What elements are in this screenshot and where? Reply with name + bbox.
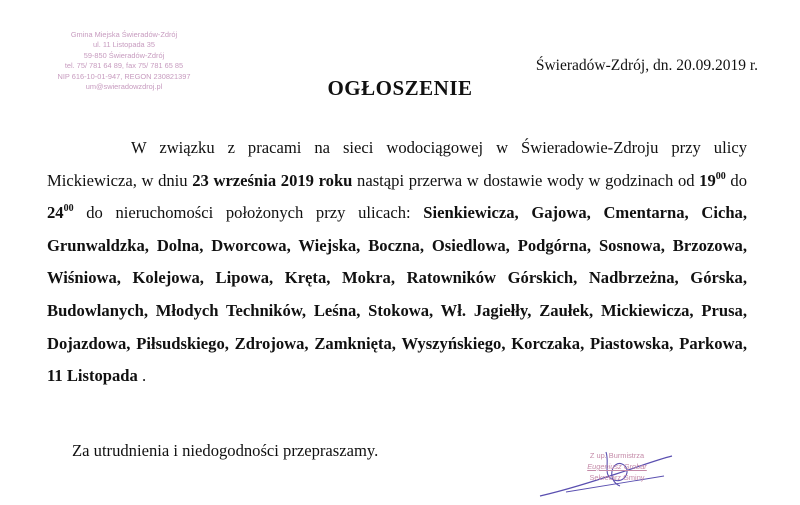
signature-name: Eugeniusz Grobar — [587, 462, 647, 471]
stamp-line-email: um@swieradowzdroj.pl — [85, 82, 163, 92]
hour-to-minutes: 00 — [63, 203, 74, 215]
stamp-line-phone: tel. 75/ 781 64 89, fax 75/ 781 65 85 — [64, 61, 184, 71]
hour-from: $19^{00}$ — [699, 170, 726, 190]
announcement-body — [47, 132, 747, 393]
stamp-line-nip: NIP 616-10-01-947, REGON 230821397 — [57, 71, 191, 81]
signature-role: Sekretarz Gminy — [589, 473, 645, 482]
signature-stamp — [572, 450, 662, 483]
mid-text-2: do — [725, 170, 747, 190]
announcement-paragraph — [47, 132, 747, 393]
hour-to: $24^{00}$ — [47, 203, 74, 223]
stamp-line-street: ul. 11 Listopada 35 — [93, 40, 155, 50]
stamp-line-city: 59-850 Świeradów-Zdrój — [83, 50, 165, 60]
page-title: OGŁOSZENIE — [327, 76, 473, 100]
mid-text-3: do nieruchomości położonych przy ulicach: — [73, 203, 424, 223]
stamp-line-name: Gmina Miejska Świeradów-Zdrój — [70, 30, 178, 39]
end-text: . — [137, 366, 147, 386]
hour-from-minutes: 00 — [715, 170, 726, 182]
outage-date: 23 września 2019 roku — [192, 170, 353, 190]
mid-text-1: nastąpi przerwa w dostawie wody w godzinach od — [352, 170, 700, 190]
place-date: Świeradów-Zdrój, dn. 20.09.2019 r. — [535, 57, 758, 74]
signature-line1: Z up. Burmistrza — [589, 451, 645, 460]
closing-text: Za utrudnienia i niedogodności przepraszamy. — [72, 441, 379, 460]
street-list: Sienkiewicza, Gajowa, Cmentarna, Cicha, Grunwaldzka, Dolna, Dworcowa, Wiejska, Boczna, Osiedlowa, Podgórna, Sosnowa, Brzozowa, Wiśniowa, Kolejowa, Lipowa, Kręta, Mokra, Ratowników Górskich, Nadbrzeżna, Górska, Budowlanych, Młodych Techników, Leśna, Stokowa, Wł. Jagiełły, Zaułek, Mickiewicza, Prusa, Dojazdowa, Piłsudskiego, Zdrojowa, Zamknięta, Wyszyńskiego, Korczaka, Piastowska, Parkowa, 11 Listopada — [47, 203, 747, 386]
intro-text: W związku z pracami na sieci wodociągowej w Świeradowie-Zdroju przy ulicy Mickiewicza, w dniu — [47, 138, 747, 190]
